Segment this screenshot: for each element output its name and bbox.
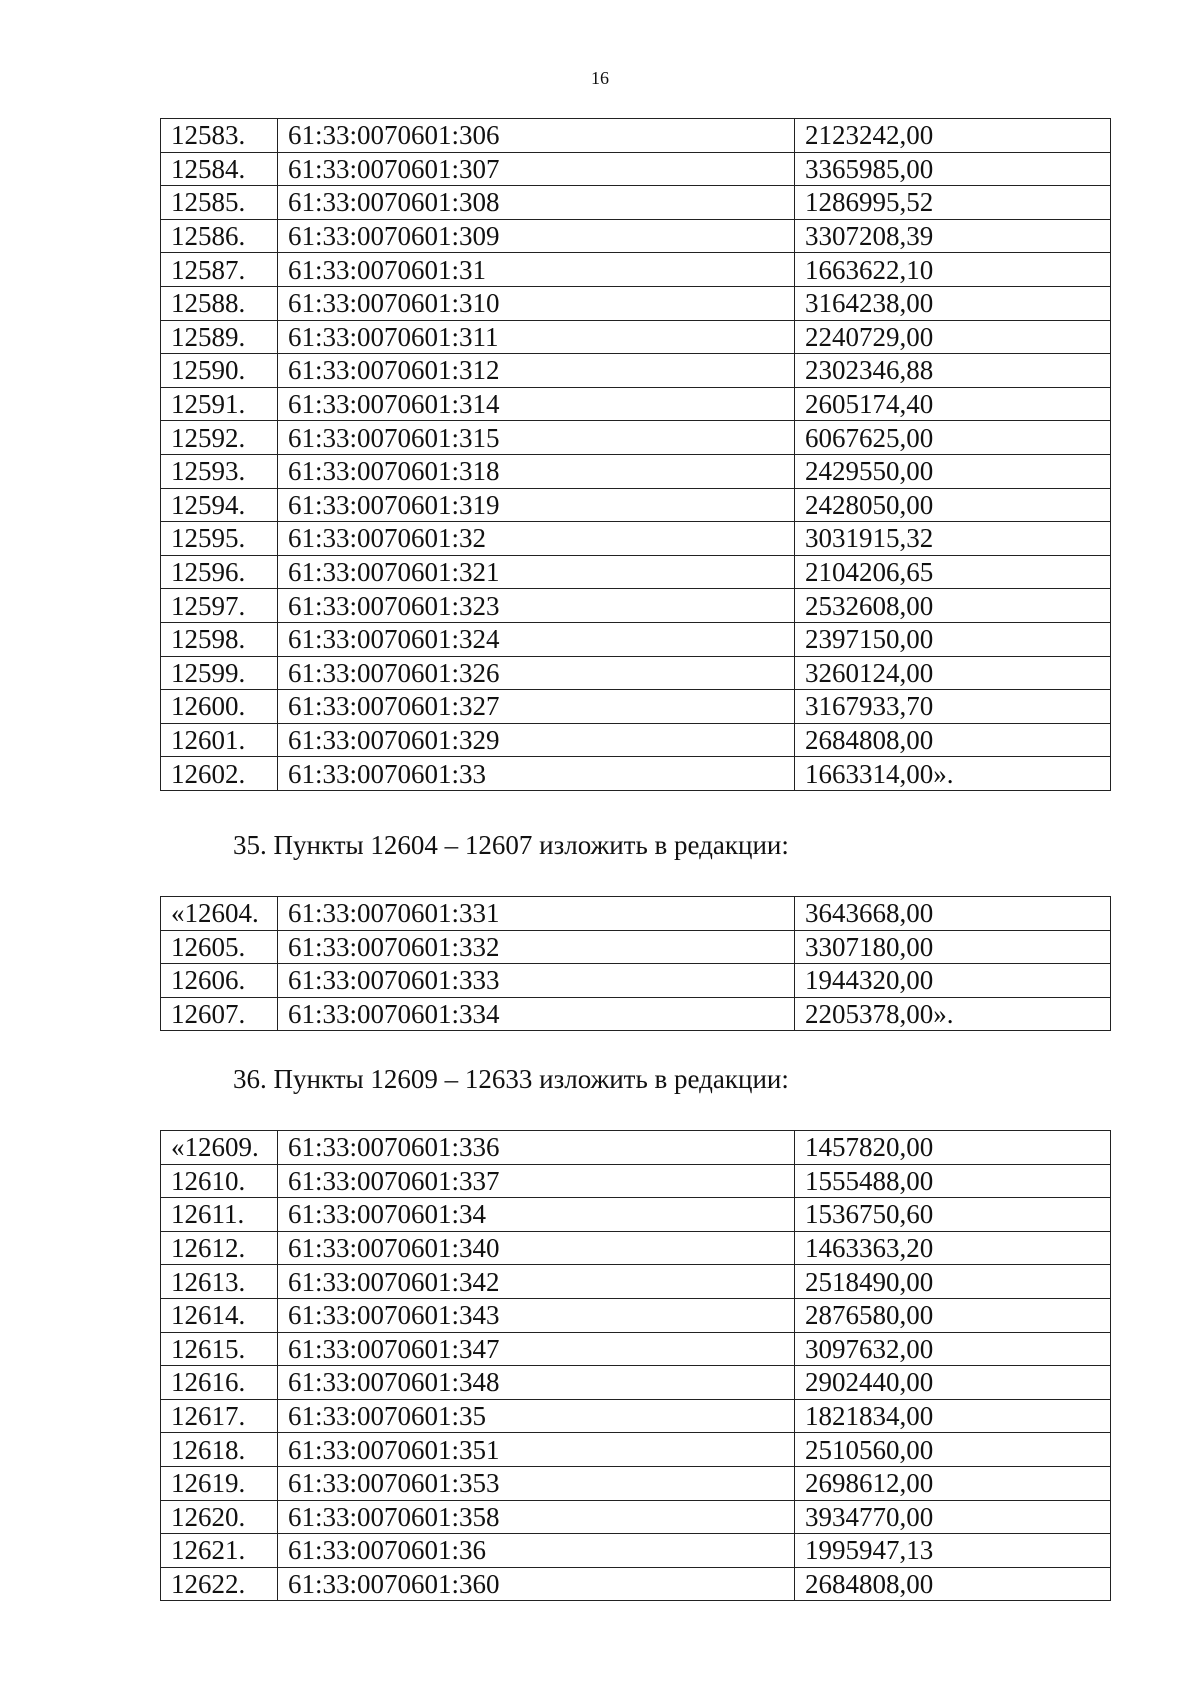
- cadastral-number-cell: 61:33:0070601:327: [278, 690, 795, 724]
- item-number-cell: 12596.: [161, 555, 278, 589]
- table-row: [161, 219, 1111, 253]
- table-row: [161, 286, 1111, 320]
- table-row: [161, 152, 1111, 186]
- cadastral-value-cell: 2684808,00: [795, 723, 1111, 757]
- cadastral-value-cell: 1555488,00: [795, 1164, 1111, 1198]
- cadastral-number-cell: 61:33:0070601:334: [278, 997, 795, 1031]
- cadastral-number-cell: 61:33:0070601:314: [278, 387, 795, 421]
- item-number-cell: 12584.: [161, 152, 278, 186]
- cadastral-value-cell: 2123242,00: [795, 119, 1111, 153]
- cadastral-value-cell: 3307180,00: [795, 930, 1111, 964]
- table-row: [161, 421, 1111, 455]
- item-number-cell: 12607.: [161, 997, 278, 1031]
- table-row: [161, 1332, 1111, 1366]
- cadastral-value-cell: 3167933,70: [795, 690, 1111, 724]
- table-row: [161, 555, 1111, 589]
- table-row: [161, 354, 1111, 388]
- cadastral-number-cell: 61:33:0070601:34: [278, 1198, 795, 1232]
- item-number-cell: 12583.: [161, 119, 278, 153]
- cadastral-number-cell: 61:33:0070601:307: [278, 152, 795, 186]
- item-number-cell: 12606.: [161, 964, 278, 998]
- item-number-cell: 12618.: [161, 1433, 278, 1467]
- cadastral-value-cell: 2902440,00: [795, 1366, 1111, 1400]
- table-row: [161, 119, 1111, 153]
- item-number-cell: 12598.: [161, 622, 278, 656]
- cadastral-value-cell: 2205378,00».: [795, 997, 1111, 1031]
- cadastral-number-cell: 61:33:0070601:336: [278, 1131, 795, 1165]
- cadastral-value-cell: 2605174,40: [795, 387, 1111, 421]
- table-row: [161, 522, 1111, 556]
- item-number-cell: 12612.: [161, 1231, 278, 1265]
- table-row: [161, 488, 1111, 522]
- item-number-cell: 12597.: [161, 589, 278, 623]
- cadastral-value-cell: 1663314,00».: [795, 757, 1111, 791]
- table-row: [161, 1164, 1111, 1198]
- cadastral-value-cell: 2532608,00: [795, 589, 1111, 623]
- item-number-cell: 12611.: [161, 1198, 278, 1232]
- item-number-cell: 12595.: [161, 522, 278, 556]
- cadastral-number-cell: 61:33:0070601:340: [278, 1231, 795, 1265]
- item-number-cell: 12621.: [161, 1534, 278, 1568]
- cadastral-value-cell: 2684808,00: [795, 1567, 1111, 1601]
- cadastral-value-cell: 1944320,00: [795, 964, 1111, 998]
- cadastral-value-cell: 1457820,00: [795, 1131, 1111, 1165]
- cadastral-number-cell: 61:33:0070601:353: [278, 1466, 795, 1500]
- cadastral-number-cell: 61:33:0070601:326: [278, 656, 795, 690]
- table-row: [161, 1433, 1111, 1467]
- cadastral-number-cell: 61:33:0070601:308: [278, 186, 795, 220]
- table-row: [161, 454, 1111, 488]
- item-number-cell: 12599.: [161, 656, 278, 690]
- paragraph-35: 35. Пункты 12604 – 12607 изложить в редакции:: [233, 830, 789, 860]
- table-row: [161, 964, 1111, 998]
- item-number-cell: 12610.: [161, 1164, 278, 1198]
- table-row: [161, 253, 1111, 287]
- table-row: [161, 723, 1111, 757]
- cadastral-value-cell: 2698612,00: [795, 1466, 1111, 1500]
- cadastral-number-cell: 61:33:0070601:318: [278, 454, 795, 488]
- cadastral-value-cell: 2429550,00: [795, 454, 1111, 488]
- table-row: [161, 930, 1111, 964]
- cadastral-number-cell: 61:33:0070601:324: [278, 622, 795, 656]
- cadastral-number-cell: 61:33:0070601:329: [278, 723, 795, 757]
- page-number: 16: [591, 68, 609, 88]
- table-row: [161, 387, 1111, 421]
- item-number-cell: 12587.: [161, 253, 278, 287]
- table-row: [161, 690, 1111, 724]
- cadastral-number-cell: 61:33:0070601:312: [278, 354, 795, 388]
- cadastral-number-cell: 61:33:0070601:360: [278, 1567, 795, 1601]
- cadastral-value-cell: 2397150,00: [795, 622, 1111, 656]
- cadastral-number-cell: 61:33:0070601:33: [278, 757, 795, 791]
- cadastral-number-cell: 61:33:0070601:323: [278, 589, 795, 623]
- cadastral-number-cell: 61:33:0070601:321: [278, 555, 795, 589]
- cadastral-number-cell: 61:33:0070601:36: [278, 1534, 795, 1568]
- cadastral-number-cell: 61:33:0070601:348: [278, 1366, 795, 1400]
- item-number-cell: 12613.: [161, 1265, 278, 1299]
- cadastral-value-cell: 3365985,00: [795, 152, 1111, 186]
- cadastral-value-cell: 2428050,00: [795, 488, 1111, 522]
- cadastral-value-cell: 2302346,88: [795, 354, 1111, 388]
- cadastral-value-cell: 1821834,00: [795, 1399, 1111, 1433]
- cadastral-number-cell: 61:33:0070601:306: [278, 119, 795, 153]
- cadastral-value-cell: 2240729,00: [795, 320, 1111, 354]
- cadastral-value-cell: 2104206,65: [795, 555, 1111, 589]
- item-number-cell: 12593.: [161, 454, 278, 488]
- cadastral-number-cell: 61:33:0070601:331: [278, 897, 795, 931]
- cadastral-value-cell: 2518490,00: [795, 1265, 1111, 1299]
- cadastral-value-cell: 1536750,60: [795, 1198, 1111, 1232]
- cadastral-number-cell: 61:33:0070601:347: [278, 1332, 795, 1366]
- table-row: [161, 622, 1111, 656]
- cadastral-table-3: [160, 1130, 1111, 1601]
- item-number-cell: 12617.: [161, 1399, 278, 1433]
- item-number-cell: 12588.: [161, 286, 278, 320]
- item-number-cell: 12590.: [161, 354, 278, 388]
- item-number-cell: 12620.: [161, 1500, 278, 1534]
- cadastral-value-cell: 3097632,00: [795, 1332, 1111, 1366]
- table-row: [161, 1534, 1111, 1568]
- item-number-cell: 12605.: [161, 930, 278, 964]
- cadastral-number-cell: 61:33:0070601:35: [278, 1399, 795, 1433]
- cadastral-number-cell: 61:33:0070601:332: [278, 930, 795, 964]
- cadastral-value-cell: 1663622,10: [795, 253, 1111, 287]
- item-number-cell: 12585.: [161, 186, 278, 220]
- cadastral-value-cell: 3934770,00: [795, 1500, 1111, 1534]
- paragraph-36: 36. Пункты 12609 – 12633 изложить в редакции:: [233, 1064, 789, 1094]
- cadastral-number-cell: 61:33:0070601:315: [278, 421, 795, 455]
- item-number-cell: 12616.: [161, 1366, 278, 1400]
- cadastral-number-cell: 61:33:0070601:319: [278, 488, 795, 522]
- table-row: [161, 997, 1111, 1031]
- table-row: [161, 186, 1111, 220]
- cadastral-value-cell: 1286995,52: [795, 186, 1111, 220]
- cadastral-value-cell: 3031915,32: [795, 522, 1111, 556]
- cadastral-number-cell: 61:33:0070601:351: [278, 1433, 795, 1467]
- item-number-cell: 12615.: [161, 1332, 278, 1366]
- item-number-cell: 12600.: [161, 690, 278, 724]
- cadastral-value-cell: 3307208,39: [795, 219, 1111, 253]
- item-number-cell: 12591.: [161, 387, 278, 421]
- cadastral-table-2: [160, 896, 1111, 1031]
- table-row: [161, 1567, 1111, 1601]
- table-row: [161, 1198, 1111, 1232]
- cadastral-number-cell: 61:33:0070601:310: [278, 286, 795, 320]
- cadastral-number-cell: 61:33:0070601:311: [278, 320, 795, 354]
- table-row: [161, 1231, 1111, 1265]
- cadastral-table-1: [160, 118, 1111, 791]
- cadastral-value-cell: 3643668,00: [795, 897, 1111, 931]
- table-row: [161, 897, 1111, 931]
- cadastral-value-cell: 6067625,00: [795, 421, 1111, 455]
- table-row: [161, 320, 1111, 354]
- table-row: [161, 757, 1111, 791]
- table-row: [161, 1131, 1111, 1165]
- cadastral-value-cell: 1995947,13: [795, 1534, 1111, 1568]
- cadastral-number-cell: 61:33:0070601:358: [278, 1500, 795, 1534]
- cadastral-number-cell: 61:33:0070601:31: [278, 253, 795, 287]
- item-number-cell: «12609.: [161, 1131, 278, 1165]
- cadastral-number-cell: 61:33:0070601:32: [278, 522, 795, 556]
- cadastral-value-cell: 2876580,00: [795, 1298, 1111, 1332]
- table-row: [161, 656, 1111, 690]
- table-row: [161, 1399, 1111, 1433]
- item-number-cell: 12601.: [161, 723, 278, 757]
- item-number-cell: 12586.: [161, 219, 278, 253]
- table-row: [161, 1265, 1111, 1299]
- table-row: [161, 1500, 1111, 1534]
- table-row: [161, 1298, 1111, 1332]
- item-number-cell: 12589.: [161, 320, 278, 354]
- table-row: [161, 1466, 1111, 1500]
- cadastral-value-cell: 2510560,00: [795, 1433, 1111, 1467]
- item-number-cell: 12622.: [161, 1567, 278, 1601]
- cadastral-number-cell: 61:33:0070601:337: [278, 1164, 795, 1198]
- cadastral-number-cell: 61:33:0070601:333: [278, 964, 795, 998]
- cadastral-value-cell: 1463363,20: [795, 1231, 1111, 1265]
- cadastral-value-cell: 3164238,00: [795, 286, 1111, 320]
- item-number-cell: «12604.: [161, 897, 278, 931]
- cadastral-value-cell: 3260124,00: [795, 656, 1111, 690]
- item-number-cell: 12592.: [161, 421, 278, 455]
- item-number-cell: 12619.: [161, 1466, 278, 1500]
- cadastral-number-cell: 61:33:0070601:309: [278, 219, 795, 253]
- cadastral-number-cell: 61:33:0070601:342: [278, 1265, 795, 1299]
- item-number-cell: 12594.: [161, 488, 278, 522]
- table-row: [161, 1366, 1111, 1400]
- item-number-cell: 12602.: [161, 757, 278, 791]
- item-number-cell: 12614.: [161, 1298, 278, 1332]
- table-row: [161, 589, 1111, 623]
- cadastral-number-cell: 61:33:0070601:343: [278, 1298, 795, 1332]
